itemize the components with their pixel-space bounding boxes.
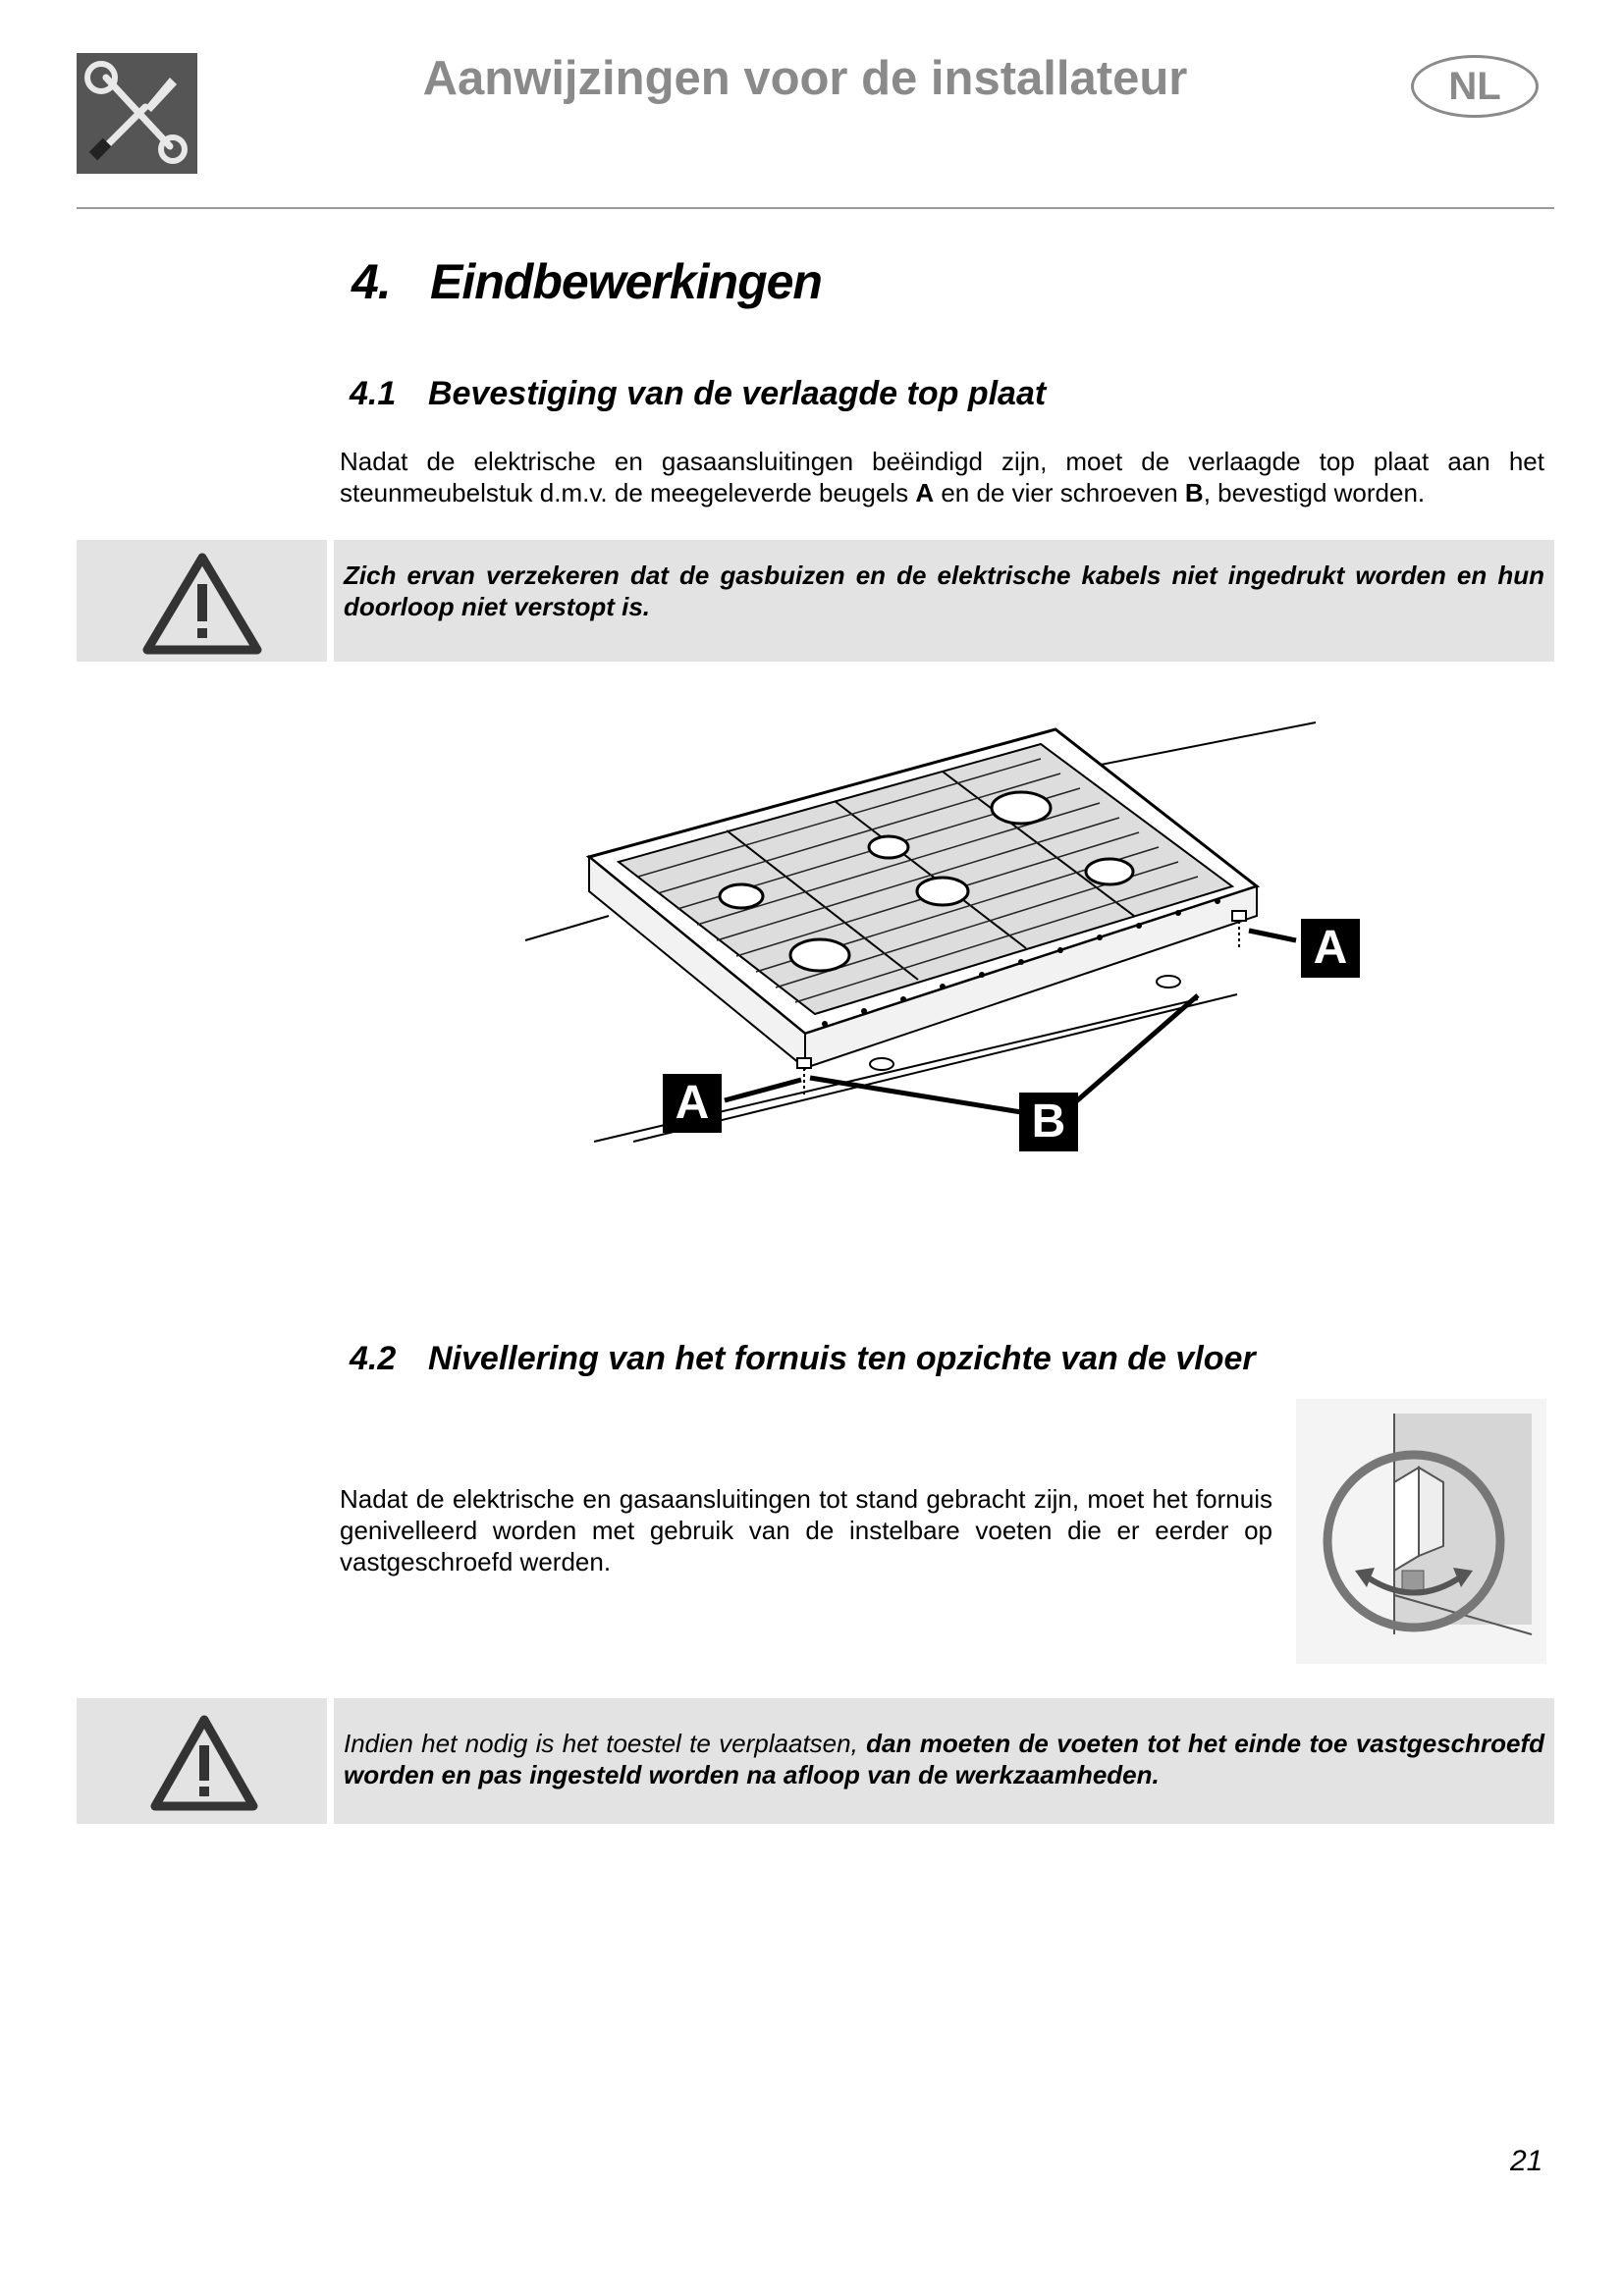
body-text: en de vier schroeven [934, 478, 1185, 507]
body-paragraph-4-2: Nadat de elektrische en gasaansluitingen tot stand gebracht zijn, moet het fornuis genivelleerd worden met gebruik van de instelbare voeten die er eerder op vastgeschroefd werden. [340, 1484, 1272, 1576]
warning-text-bold: dan moeten de voeten tot het einde toe vastgeschroefd worden en pas ingesteld worden na afloop van de werkzaamheden. [344, 1729, 1544, 1789]
warning-text: Zich ervan verzekeren dat de gasbuizen en de elektrische kabels niet ingedrukt worden en hun doorloop niet verstopt is. [344, 561, 1544, 621]
body-text: Nadat de elektrische en gasaansluitingen beëindigd zijn, moet de verlaagde top plaat aan het steunmeubelstuk d.m.v. de meegeleverde beugels [340, 447, 1544, 507]
warning-icon-box-2 [77, 1698, 327, 1824]
leveling-foot-figure [1296, 1399, 1546, 1664]
subsection-number: 4.1 [350, 375, 397, 412]
header-divider [77, 207, 1554, 209]
warning-box-4-2 [334, 1698, 1554, 1824]
header-title: Aanwijzingen voor de installateur [422, 52, 1188, 105]
section-title-text: Eindbewerkingen [430, 254, 822, 309]
page-number: 21 [1510, 2145, 1543, 2177]
warning-triangle-icon [77, 540, 327, 662]
subsection-title-4-2 [350, 1340, 1256, 1378]
language-badge: NL [1411, 55, 1539, 118]
body-text: , bevestigd worden. [1203, 478, 1426, 507]
warning-text: Indien het nodig is het toestel te verplaatsen, [344, 1729, 867, 1758]
warning-box-4-1 [334, 540, 1554, 662]
subsection-title-text: Bevestiging van de verlaagde top plaat [428, 375, 1047, 412]
section-title [352, 253, 822, 310]
bold-label-b: B [1184, 478, 1204, 507]
subsection-title-4-1 [350, 375, 1046, 413]
tools-icon [77, 53, 197, 174]
cooktop-installation-figure [511, 715, 1375, 1166]
subsection-number: 4.2 [350, 1340, 397, 1377]
label-a-right: A [1313, 922, 1348, 974]
bold-label-a: A [915, 478, 935, 507]
warning-icon-box [77, 540, 327, 662]
warning-triangle-icon [77, 1698, 327, 1824]
label-a-left: A [675, 1077, 710, 1129]
subsection-title-text: Nivellering van het fornuis ten opzichte van de vloer [428, 1340, 1256, 1377]
body-paragraph-4-1 [340, 446, 1544, 508]
label-b: B [1031, 1095, 1066, 1148]
section-number: 4. [352, 254, 391, 309]
